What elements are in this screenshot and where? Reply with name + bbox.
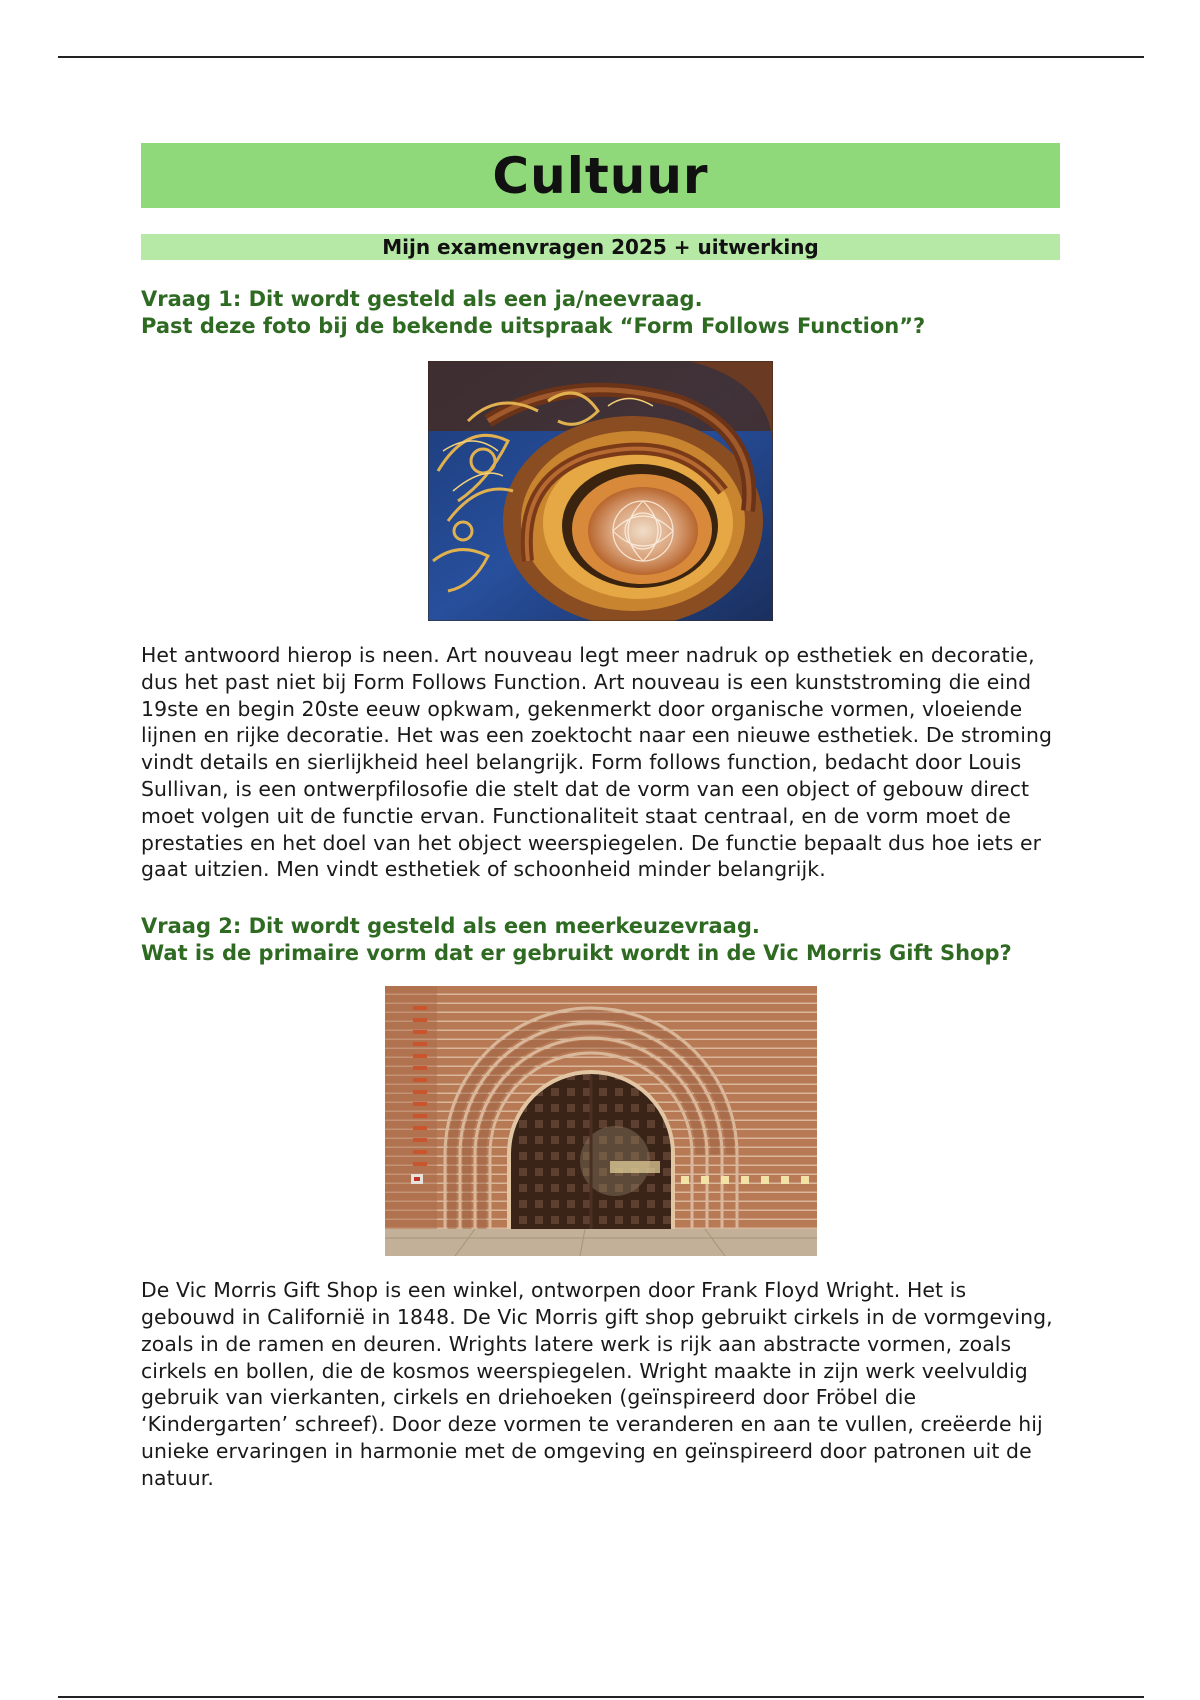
staircase-photo-wrap — [141, 361, 1060, 621]
question-2-heading — [141, 913, 1060, 967]
gift-shop-photo-wrap — [141, 986, 1060, 1256]
vic-morris-gift-shop-photo — [385, 986, 817, 1256]
question-2-line-2: Wat is de primaire vorm dat er gebruikt wordt in de Vic Morris Gift Shop? — [141, 941, 1012, 966]
page-subtitle: Mijn examenvragen 2025 + uitwerking — [382, 235, 819, 259]
page-content — [141, 143, 1060, 1492]
bottom-rule — [58, 1696, 1144, 1698]
question-1-line-2: Past deze foto bij de bekende uitspraak “Form Follows Function”? — [141, 314, 926, 338]
subtitle-banner — [141, 234, 1060, 260]
answer-2: De Vic Morris Gift Shop is een winkel, ontworpen door Frank Floyd Wright. Het is gebouwd in Californië in 1848. De Vic Morris gift shop gebruikt cirkels in de vormgeving, zoals in de ramen en deuren. Wrights latere werk is rijk aan abstracte vormen, zoals cirkels en bollen, die de kosmos weerspiegelen. Wright maakte in zijn werk veelvuldig gebruik van vierkanten, cirkels en driehoeken (geïnspireerd door Fröbel die ‘Kindergarten’ schreef). Door deze vormen te veranderen en aan te vullen, creëerde hij unieke ervaringen in harmonie met de omgeving en geïnspireerd door patronen uit de natuur. — [141, 1278, 1053, 1490]
top-rule — [58, 56, 1144, 58]
title-banner — [141, 143, 1060, 208]
page-title: Cultuur — [492, 146, 709, 205]
question-1-heading — [141, 286, 1060, 340]
question-1-line-1: Vraag 1: Dit wordt gesteld als een ja/neevraag. — [141, 287, 703, 311]
art-nouveau-staircase-photo — [428, 361, 773, 621]
answer-1: Het antwoord hierop is neen. Art nouveau legt meer nadruk op esthetiek en decoratie, dus het past niet bij Form Follows Function. Art nouveau is een kunststroming die eind 19ste en begin 20ste eeuw opkwam, gekenmerkt door organische vormen, vloeiende lijnen en rijke decoratie. Het was een zoektocht naar een nieuwe esthetiek. De stroming vindt details en sierlijkheid heel belangrijk. Form follows function, bedacht door Louis Sullivan, is een ontwerpfilosofie die stelt dat de vorm van een object of gebouw direct moet volgen uit de functie ervan. Functionaliteit staat centraal, en de vorm moet de prestaties en het doel van het object weerspiegelen. De functie bepaalt dus hoe iets er gaat uitzien. Men vindt esthetiek of schoonheid minder belangrijk. — [141, 643, 1053, 882]
question-2-line-1: Vraag 2: Dit wordt gesteld als een meerkeuzevraag. — [141, 914, 760, 939]
